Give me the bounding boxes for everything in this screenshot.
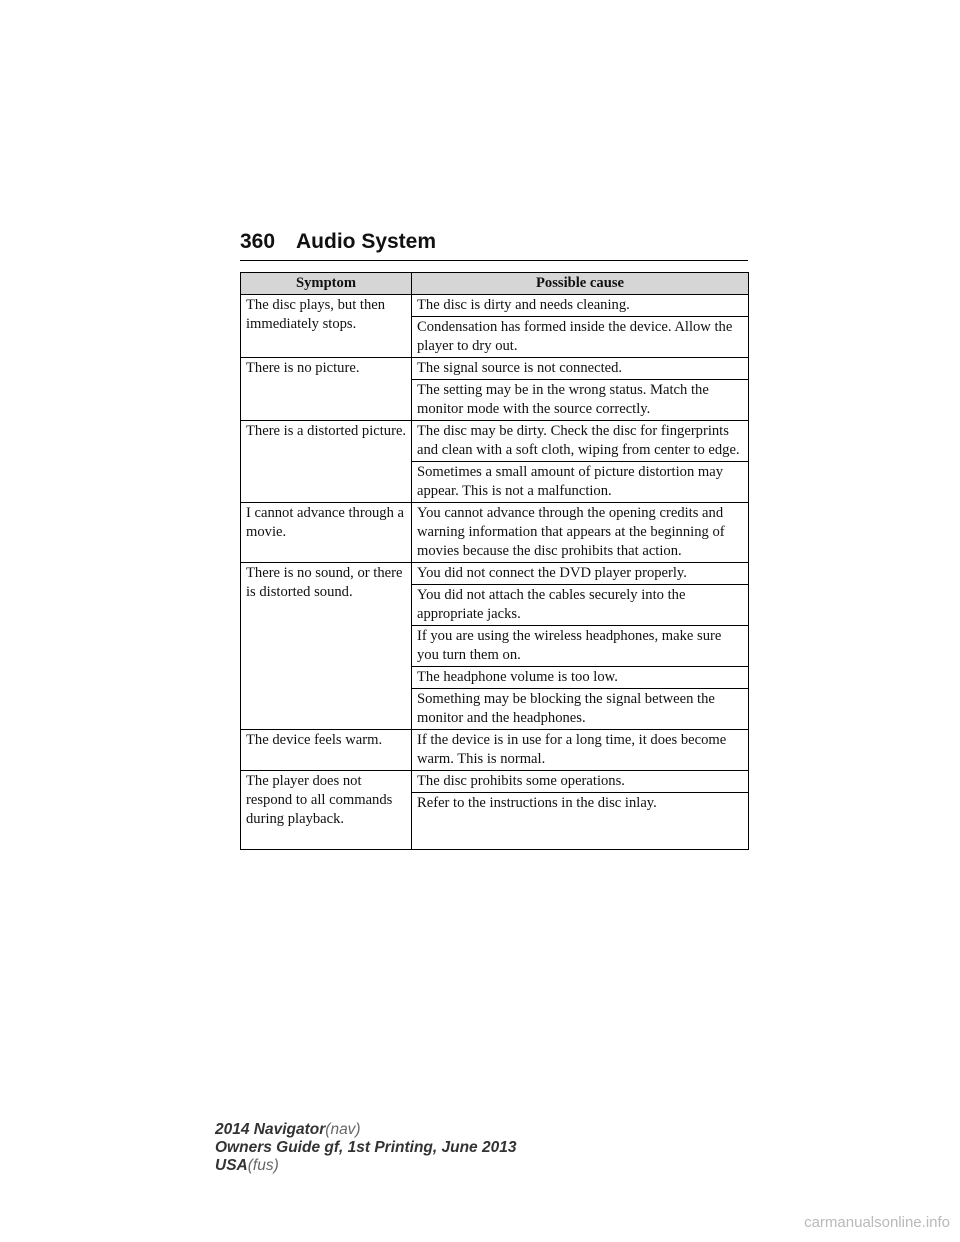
page-number: 360	[240, 230, 276, 253]
cause-cell: The signal source is not connected.	[412, 358, 749, 380]
troubleshooting-table	[240, 272, 749, 850]
cause-cell: Sometimes a small amount of picture distortion may appear. This is not a malfunction.	[412, 462, 749, 503]
footer-line	[215, 1139, 775, 1157]
symptom-cell: There is no sound, or there is distorted sound.	[241, 563, 412, 730]
column-header-symptom: Symptom	[241, 273, 412, 295]
symptom-cell: The device feels warm.	[241, 730, 412, 771]
table-row	[241, 503, 749, 563]
symptom-cell: The disc plays, but then immediately stops.	[241, 295, 412, 358]
cause-cell: The headphone volume is too low.	[412, 667, 749, 689]
cause-cell: You cannot advance through the opening credits and warning information that appears at the beginning of movies because the disc prohibits that action.	[412, 503, 749, 563]
column-header-possible-cause: Possible cause	[412, 273, 749, 295]
cause-cell: The disc may be dirty. Check the disc for fingerprints and clean with a soft cloth, wiping from center to edge.	[412, 421, 749, 462]
watermark-text: carmanualsonline.info	[804, 1214, 950, 1231]
table-header-row	[241, 273, 749, 295]
page-header	[240, 228, 748, 262]
header-divider	[240, 260, 748, 261]
document-footer	[215, 1121, 775, 1175]
table-row	[241, 421, 749, 462]
cause-cell: The disc is dirty and needs cleaning.	[412, 295, 749, 317]
cause-cell: Condensation has formed inside the device. Allow the player to dry out.	[412, 317, 749, 358]
footer-market-code: (fus)	[247, 1157, 279, 1174]
cause-cell: The disc prohibits some operations.	[412, 771, 749, 793]
footer-model-code: (nav)	[325, 1121, 361, 1138]
cause-cell: Something may be blocking the signal between the monitor and the headphones.	[412, 689, 749, 730]
footer-market: USA	[215, 1157, 248, 1174]
footer-edition: Owners Guide gf, 1st Printing, June 2013	[215, 1139, 517, 1156]
section-title: Audio System	[296, 230, 437, 253]
cause-cell: If you are using the wireless headphones, make sure you turn them on.	[412, 626, 749, 667]
cause-cell: You did not connect the DVD player properly.	[412, 563, 749, 585]
cause-cell: The setting may be in the wrong status. Match the monitor mode with the source correctly.	[412, 380, 749, 421]
table-row	[241, 730, 749, 771]
cause-cell: Refer to the instructions in the disc inlay.	[412, 793, 749, 850]
cause-cell: If the device is in use for a long time, it does become warm. This is normal.	[412, 730, 749, 771]
footer-model: 2014 Navigator	[215, 1121, 326, 1138]
symptom-cell: There is a distorted picture.	[241, 421, 412, 503]
table-row	[241, 563, 749, 585]
table-row	[241, 771, 749, 793]
cause-cell: You did not attach the cables securely into the appropriate jacks.	[412, 585, 749, 626]
table-row	[241, 358, 749, 380]
symptom-cell: There is no picture.	[241, 358, 412, 421]
footer-line	[215, 1157, 775, 1175]
symptom-cell: I cannot advance through a movie.	[241, 503, 412, 563]
footer-line	[215, 1121, 775, 1139]
table-row	[241, 295, 749, 317]
symptom-cell: The player does not respond to all commands during playback.	[241, 771, 412, 850]
